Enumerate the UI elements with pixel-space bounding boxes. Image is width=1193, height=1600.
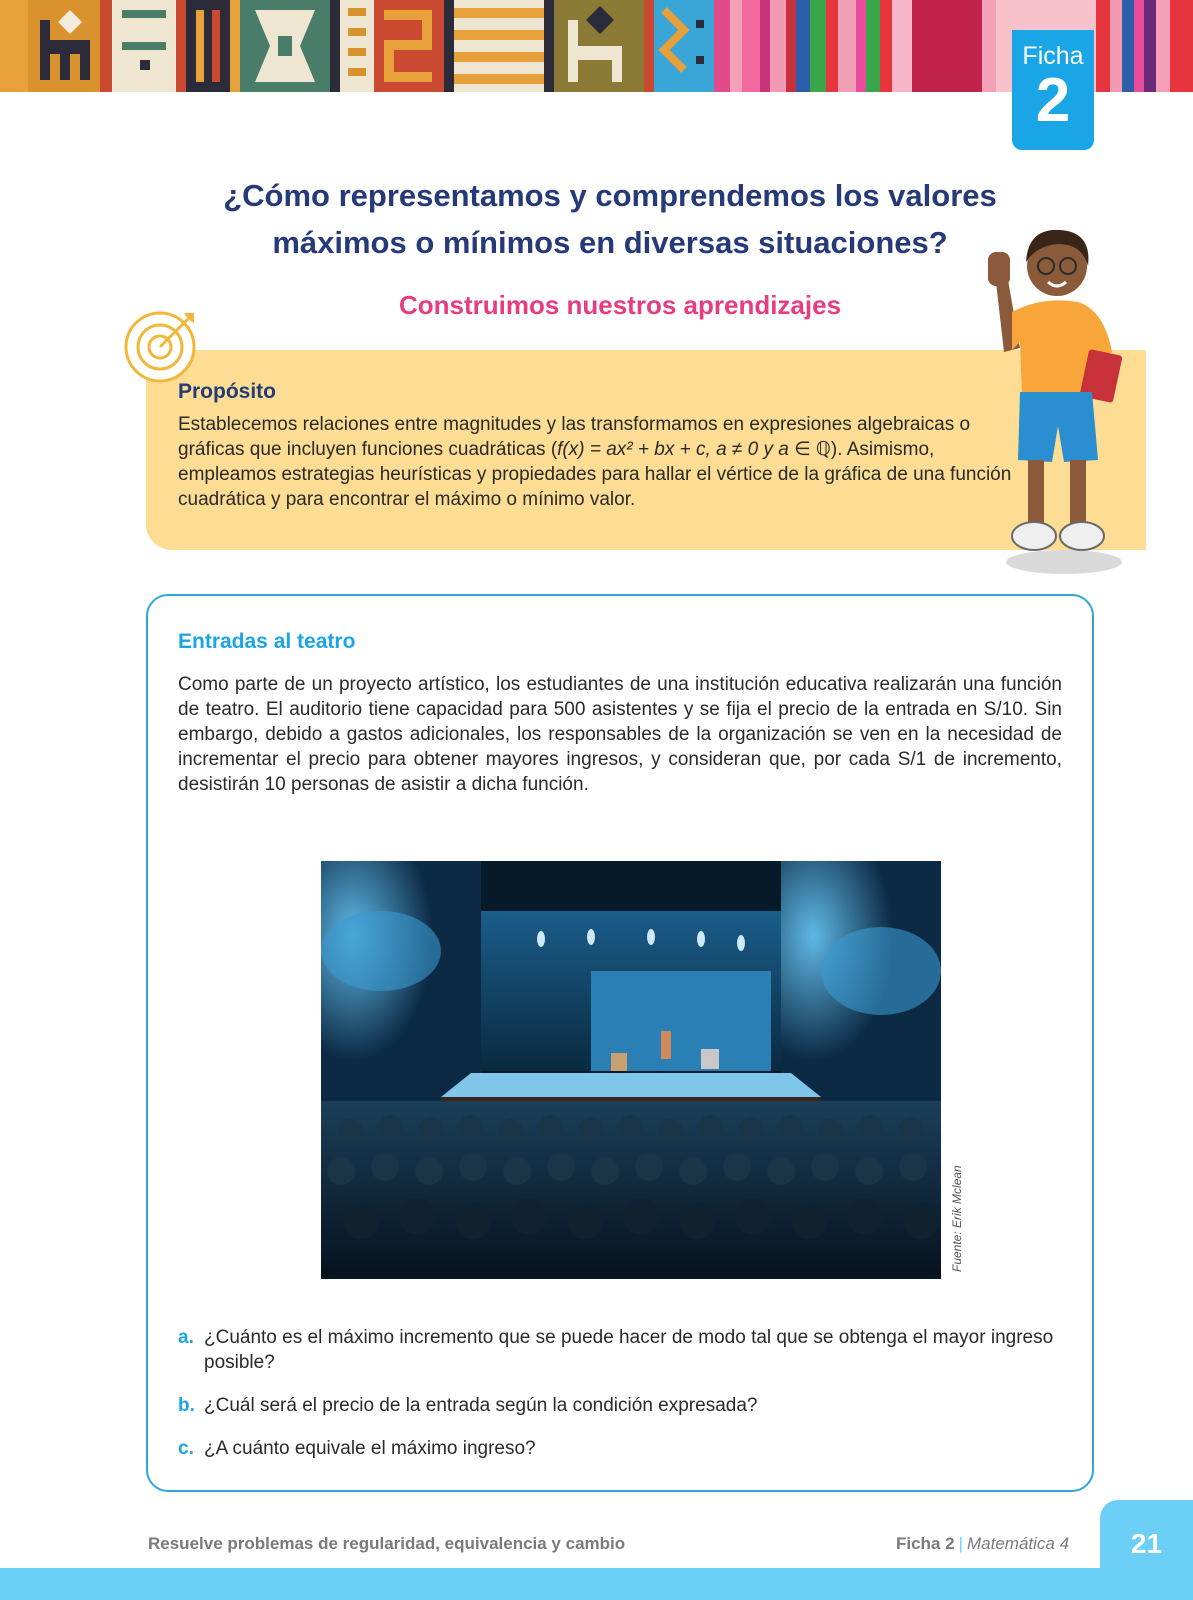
purpose-text (178, 412, 1026, 512)
title-line-1: ¿Cómo representamos y comprendemos los valores (223, 178, 997, 213)
question-letter: a. (178, 1327, 194, 1348)
page-title (160, 172, 1060, 266)
ficha-number: 2 (1035, 66, 1071, 135)
question-letter: b. (178, 1395, 195, 1416)
question-a (178, 1325, 1058, 1375)
footer-competency: Resuelve problemas de regularidad, equivalencia y cambio (148, 1534, 626, 1553)
ficha-tab (1012, 30, 1094, 150)
footer-ficha: Ficha 2 (896, 1534, 955, 1553)
question-text: ¿Cuánto es el máximo incremento que se puede hacer de modo tal que se obtenga el mayor ingreso posible? (204, 1327, 1054, 1373)
photo-credit: Fuente: Erik Mclean (950, 1165, 964, 1272)
footer-band (0, 1568, 1193, 1600)
target-icon (122, 305, 202, 385)
question-list (178, 1325, 1058, 1479)
footer-separator: | (958, 1534, 964, 1553)
question-letter: c. (178, 1438, 194, 1459)
footer-reference (896, 1534, 1069, 1554)
question-b (178, 1393, 1058, 1418)
question-c (178, 1436, 1058, 1461)
activity-body: Como parte de un proyecto artístico, los estudiantes de una institución educativa realizarán una función de teatro. El auditorio tiene capacidad para 500 asistentes y se fija el precio de la entrada en S/10. Sin embargo, debido a gastos adicionales, los responsables de la organización se ven en la necesidad de incrementar el precio para obtener mayores ingresos, y consideran que, por cada S/1 de incremento, desistirán 10 personas de asistir a dicha función. (178, 674, 1062, 795)
purpose-formula: f(x) = ax² + bx + c, a ≠ 0 y a ∈ ℚ (557, 439, 831, 460)
page-number: 21 (1130, 1528, 1163, 1559)
purpose-text-end: ). Asimismo, empleamos estrategias heurísticas y propiedades para hallar el vértice de la gráfica de una función cuadrática y para encontrar el máximo o mínimo valor. (178, 439, 1012, 510)
purpose-text-start: Establecemos relaciones entre magnitudes y las transformamos en expresiones algebraicas o gráficas que incluyen funciones cuadráticas ( (178, 414, 971, 460)
ficha-label: Ficha (1022, 42, 1084, 70)
section-subtitle: Construimos nuestros aprendizajes (398, 290, 842, 320)
student-character-illustration (982, 222, 1148, 578)
title-line-2: máximos o mínimos en diversas situaciones? (272, 225, 948, 260)
question-text: ¿A cuánto equivale el máximo ingreso? (204, 1438, 536, 1459)
theater-photo (321, 861, 941, 1279)
activity-title: Entradas al teatro (178, 630, 356, 653)
purpose-heading: Propósito (178, 380, 276, 403)
question-text: ¿Cuál será el precio de la entrada según la condición expresada? (204, 1395, 758, 1416)
footer-book: Matemática 4 (967, 1534, 1070, 1553)
